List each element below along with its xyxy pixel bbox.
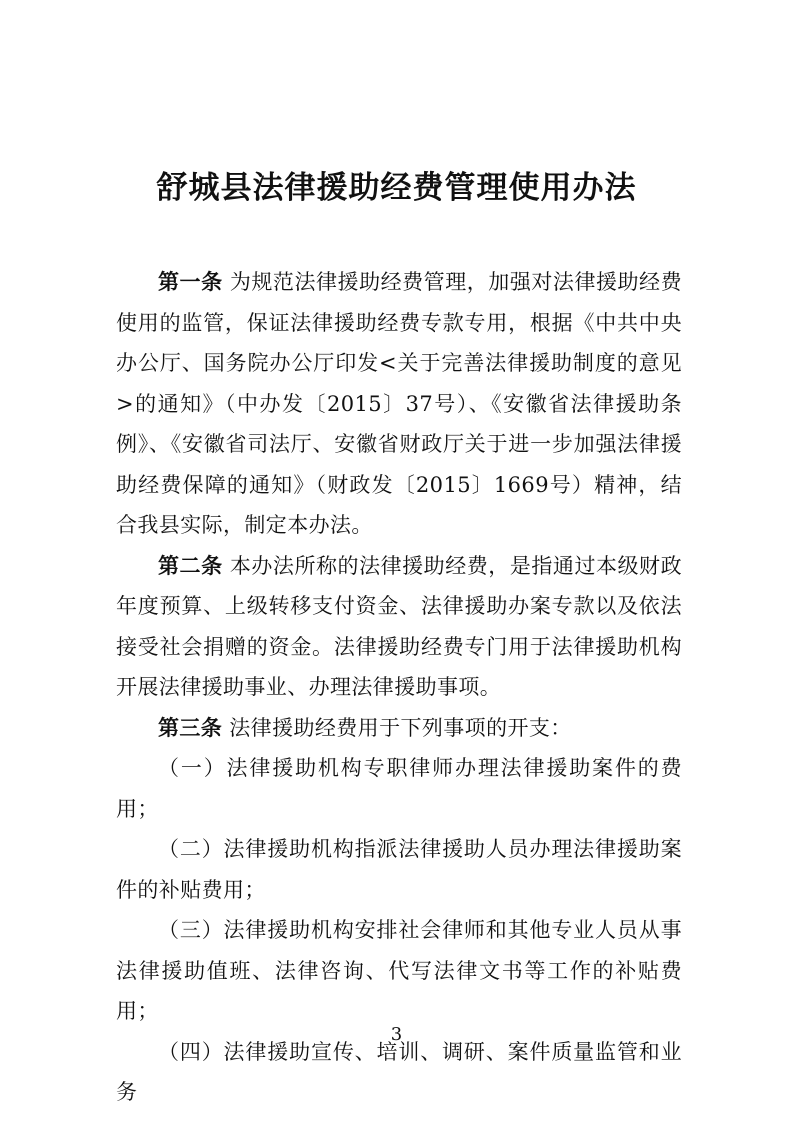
- article-2-text: 本办法所称的法律援助经费，是指通过本级财政年度预算、上级转移支付资金、法律援助办案专款以及依法接受社会捐赠的资金。法律援助经费专门用于法律援助机构开展法律援助事业、办理法律援助事项。: [116, 553, 682, 699]
- article-1-label: 第一条: [158, 269, 223, 294]
- article-2: [116, 546, 682, 708]
- article-3-label: 第三条: [158, 714, 223, 740]
- article-2-label: 第二条: [158, 552, 223, 578]
- list-item-1: （一）法律援助机构专职律师办理法律援助案件的费用；: [116, 756, 682, 821]
- article-3-text: 法律援助经费用于下列事项的开支：: [222, 715, 572, 740]
- document-body: [116, 262, 682, 1113]
- article-1-text: 为规范法律援助经费管理，加强对法律援助经费使用的监管，保证法律援助经费专款专用，根据《中共中央办公厅、国务院办公厅印发<关于完善法律援助制度的意见>的通知》（中办发〔2015〕37号）、《安徽省法律援助条例》、《安徽省司法厅、安徽省财政厅关于进一步加强法律援助经费保障的通知》（财政发〔2015〕1669号）精神，结合我县实际，制定本办法。: [116, 270, 682, 537]
- list-item-2: （二）法律援助机构指派法律援助人员办理法律援助案件的补贴费用；: [116, 837, 682, 902]
- article-3: [116, 708, 682, 749]
- list-item-3: （三）法律援助机构安排社会律师和其他专业人员从事法律援助值班、法律咨询、代写法律文书等工作的补贴费用；: [116, 918, 682, 1023]
- article-1: [116, 262, 682, 546]
- list-item-4: （四）法律援助宣传、培训、调研、案件质量监管和业务: [116, 1039, 682, 1104]
- document-title: 舒城县法律援助经费管理使用办法: [156, 170, 637, 206]
- page-number: 3: [390, 1024, 403, 1045]
